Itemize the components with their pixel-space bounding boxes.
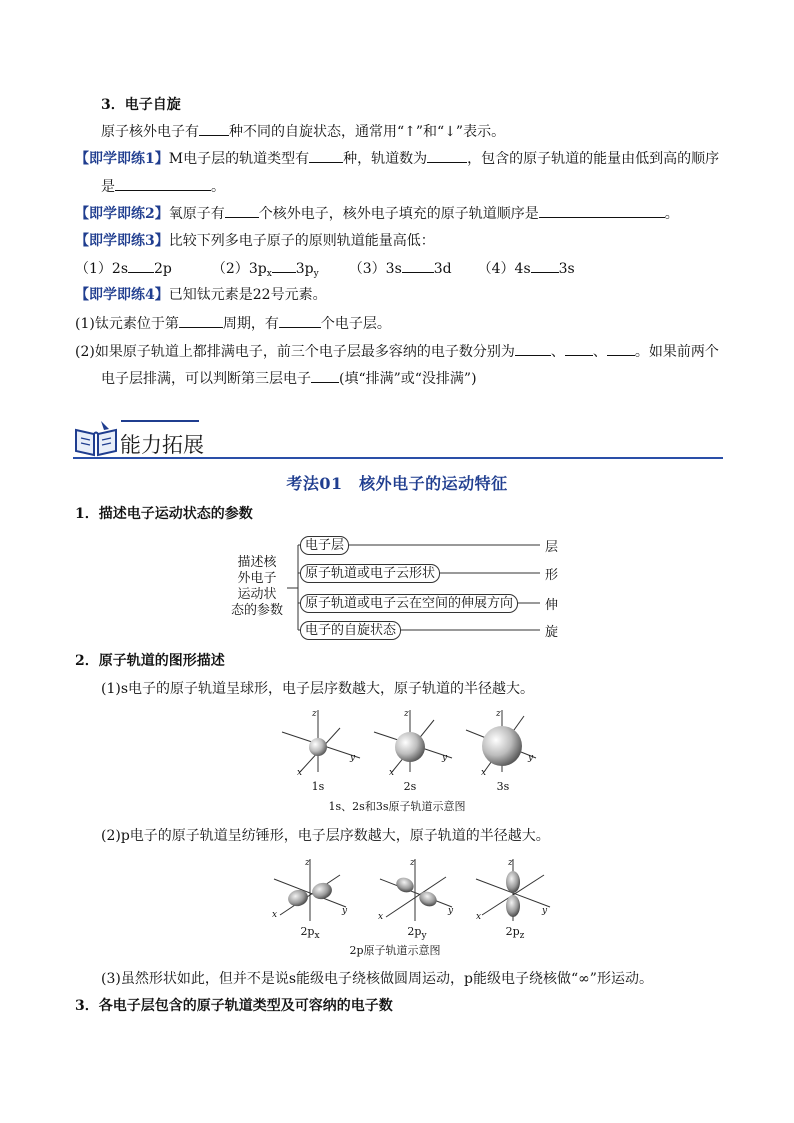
section-title: 能力拓展 xyxy=(120,433,204,457)
orbital-1s xyxy=(282,709,360,778)
exercise-3-tag: 【即学即练3】 xyxy=(75,233,169,249)
exercise-4-q2-cont: 电子层排满，可以判断第三层电子 (填“排满”或“没排满”) xyxy=(101,368,477,389)
svg-text:y: y xyxy=(342,906,348,916)
parameter-diagram xyxy=(225,533,565,643)
part-2-title: 2．原子轨道的图形描述 xyxy=(75,653,225,669)
kaofa-title: 考法01 核外电子的运动特征 xyxy=(286,474,508,493)
exercise-1-tag: 【即学即练1】 xyxy=(75,151,169,167)
label-2s: 2s xyxy=(403,780,417,793)
exercise-4: 【即学即练4】已知钛元素是22号元素。 xyxy=(75,287,327,303)
svg-text:z: z xyxy=(508,858,513,868)
diagram-left-label: 描述核 外电子 运动状 态的参数 xyxy=(230,555,283,618)
header-accent-line xyxy=(121,420,199,422)
exercise-4-q1: (1)钛元素位于第 周期，有 个电子层。 xyxy=(75,313,391,334)
exercise-4-tag: 【即学即练4】 xyxy=(75,287,169,303)
svg-text:z: z xyxy=(312,709,317,719)
svg-text:y: y xyxy=(448,906,454,916)
exercise-3-items xyxy=(75,258,575,284)
section-rule xyxy=(73,457,723,459)
orbital-2py xyxy=(378,858,454,922)
part-1-title: 1．描述电子运动状态的参数 xyxy=(75,506,253,522)
exercise-1-cont: 是 。 xyxy=(101,176,225,197)
svg-text:x: x xyxy=(378,912,384,922)
orbital-2s xyxy=(374,709,452,778)
exercise-4-q2: (2)如果原子轨道上都排满电子，前三个电子层最多容纳的电子数分别为 、 、 。如果前两个 xyxy=(75,341,719,362)
param-right-4: 旋 xyxy=(545,625,559,640)
svg-text:z: z xyxy=(305,858,310,868)
spin-line: 原子核外电子有 种不同的自旋状态，通常用“↑”和“↓”表示。 xyxy=(101,121,505,142)
part-3-title: 3．各电子层包含的原子轨道类型及可容纳的电子数 xyxy=(75,998,393,1014)
svg-text:y: y xyxy=(350,753,356,763)
param-box-1: 电子层 xyxy=(300,536,349,555)
exercise-3: 【即学即练3】比较下列多电子原子的原则轨道能量高低： xyxy=(75,233,435,249)
svg-text:x: x xyxy=(476,912,482,922)
param-right-3: 伸 xyxy=(545,598,559,613)
svg-text:y: y xyxy=(542,906,548,916)
param-right-2: 形 xyxy=(545,568,559,583)
label-3s: 3s xyxy=(496,780,510,793)
ex3-item-3: （3）3s 3d xyxy=(349,261,452,277)
s-orbital-line: (1)s电子的原子轨道呈球形，电子层序数越大，原子轨道的半径越大。 xyxy=(101,681,535,697)
ex3-item-1: （1）2s 2p xyxy=(75,261,172,277)
svg-text:x: x xyxy=(389,768,395,778)
orbital-note: (3)虽然形状如此，但并不是说s能级电子绕核做圆周运动，p能级电子绕核做“∞”形运动。 xyxy=(101,971,653,987)
exercise-1: 【即学即练1】M电子层的轨道类型有 种，轨道数为 ，包含的原子轨道的能量由低到高的顺序 xyxy=(75,148,719,169)
svg-text:x: x xyxy=(297,768,303,778)
label-2pz: $2p_z$ xyxy=(505,925,525,941)
param-box-4: 电子的自旋状态 xyxy=(300,621,401,640)
svg-text:y: y xyxy=(442,753,448,763)
orbital-3s xyxy=(466,709,536,778)
svg-text:x: x xyxy=(481,768,487,778)
param-right-1: 层 xyxy=(545,540,559,555)
p-orbital-caption: 2p原子轨道示意图 xyxy=(349,944,441,957)
ex3-item-4: （4）4s 3s xyxy=(478,261,575,277)
svg-text:z: z xyxy=(496,709,501,719)
ex3-item-2: $(2)3p_x$ $3p_y$ xyxy=(212,261,319,277)
s-orbitals-figure xyxy=(270,706,540,778)
label-2px: $2p_x$ xyxy=(300,925,320,941)
p-orbitals-figure xyxy=(270,855,560,925)
section-3-title: 3．电子自旋 xyxy=(101,97,181,113)
book-icon xyxy=(73,418,119,458)
label-1s: 1s xyxy=(311,780,325,793)
svg-text:z: z xyxy=(410,858,415,868)
exercise-2: 【即学即练2】氧原子有 个核外电子，核外电子填充的原子轨道顺序是 。 xyxy=(75,203,679,224)
svg-text:z: z xyxy=(404,709,409,719)
svg-text:x: x xyxy=(272,910,278,920)
svg-text:y: y xyxy=(528,753,534,763)
param-box-3: 原子轨道或电子云在空间的伸展方向 xyxy=(300,594,518,613)
orbital-2px xyxy=(272,858,348,921)
p-orbital-line: (2)p电子的原子轨道呈纺锤形，电子层序数越大，原子轨道的半径越大。 xyxy=(101,828,550,844)
exercise-2-tag: 【即学即练2】 xyxy=(75,206,169,222)
label-2py: $2p_y$ xyxy=(407,925,427,941)
orbital-2pz xyxy=(476,858,550,922)
s-orbital-caption: 1s、2s和3s原子轨道示意图 xyxy=(328,800,466,813)
param-box-2: 原子轨道或电子云形状 xyxy=(300,564,440,583)
